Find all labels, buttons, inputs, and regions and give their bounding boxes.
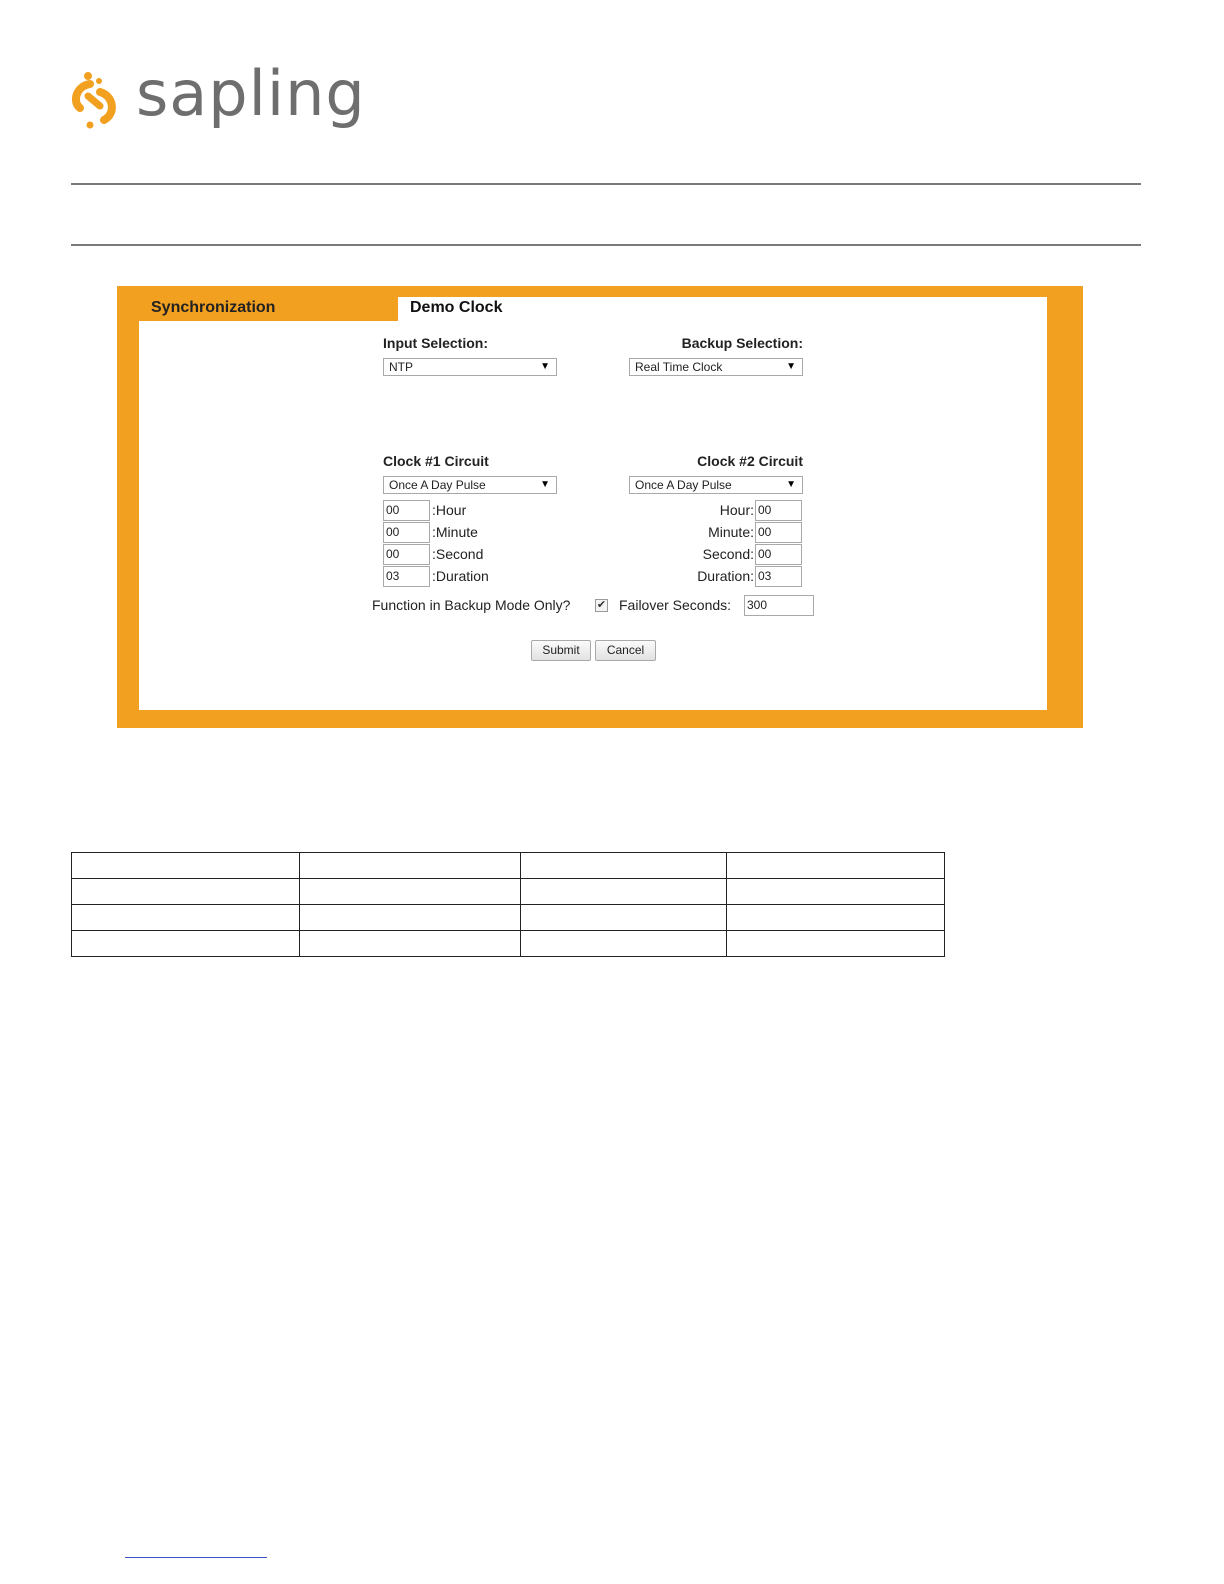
clock1-minute-input[interactable]: 00 [383, 522, 430, 543]
table-cell [72, 931, 300, 957]
input-selection-select[interactable] [383, 358, 557, 376]
backup-mode-label: Function in Backup Mode Only? [372, 597, 571, 613]
brand-name: sapling [136, 57, 366, 130]
table-cell [521, 879, 727, 905]
chevron-down-icon: ▼ [540, 479, 550, 490]
cancel-button[interactable]: Cancel [595, 640, 656, 661]
table-cell [300, 853, 521, 879]
table-cell [300, 879, 521, 905]
table-cell [727, 931, 945, 957]
settings-panel [139, 297, 1047, 710]
clock2-hour-label: Hour: [719, 502, 754, 518]
input-selection-value: NTP [389, 360, 413, 374]
table-row [72, 853, 945, 879]
input-selection-label: Input Selection: [383, 335, 488, 351]
backup-selection-select[interactable] [629, 358, 803, 376]
clock2-mode-value: Once A Day Pulse [635, 478, 732, 492]
clock2-duration-label: Duration: [697, 568, 754, 584]
clock2-second-label: Second: [702, 546, 754, 562]
empty-table [71, 852, 945, 957]
failover-seconds-input[interactable]: 300 [744, 595, 814, 616]
table-cell [521, 931, 727, 957]
table-cell [300, 931, 521, 957]
table-row [72, 905, 945, 931]
tab-synchronization[interactable]: Synchronization [139, 297, 398, 321]
clock1-mode-select[interactable] [383, 476, 557, 494]
clock2-minute-label: Minute: [708, 524, 754, 540]
footer-link-underline[interactable] [125, 1557, 267, 1558]
clock1-hour-input[interactable]: 00 [383, 500, 430, 521]
clock1-minute-label: :Minute [432, 524, 478, 540]
table-row [72, 879, 945, 905]
table-cell [72, 879, 300, 905]
backup-mode-checkbox[interactable] [595, 599, 608, 612]
chevron-down-icon: ▼ [786, 361, 796, 372]
clock1-duration-label: :Duration [432, 568, 489, 584]
header-divider-bottom [71, 244, 1141, 246]
clock1-second-input[interactable]: 00 [383, 544, 430, 565]
backup-selection-label: Backup Selection: [681, 335, 803, 351]
table-row [72, 931, 945, 957]
clock1-mode-value: Once A Day Pulse [389, 478, 486, 492]
failover-seconds-label: Failover Seconds: [619, 597, 732, 613]
table-cell [727, 879, 945, 905]
device-title: Demo Clock [410, 299, 503, 316]
table-cell [521, 905, 727, 931]
chevron-down-icon: ▼ [786, 479, 796, 490]
table-cell [300, 905, 521, 931]
clock2-circuit-title: Clock #2 Circuit [697, 453, 803, 469]
chevron-down-icon: ▼ [540, 361, 550, 372]
header-divider-top [71, 183, 1141, 185]
table-cell [727, 853, 945, 879]
table-cell [72, 905, 300, 931]
table-cell [727, 905, 945, 931]
clock1-duration-input[interactable]: 03 [383, 566, 430, 587]
sapling-logo [68, 57, 366, 132]
clock2-minute-input[interactable]: 00 [755, 522, 802, 543]
clock2-second-input[interactable]: 00 [755, 544, 802, 565]
clock2-duration-input[interactable]: 03 [755, 566, 802, 587]
clock1-second-label: :Second [432, 546, 484, 562]
checkmark-icon: ✔ [596, 599, 607, 611]
clock2-hour-input[interactable]: 00 [755, 500, 802, 521]
clock1-circuit-title: Clock #1 Circuit [383, 453, 489, 469]
table-cell [521, 853, 727, 879]
submit-button[interactable]: Submit [531, 640, 591, 661]
clock1-hour-label: :Hour [432, 502, 467, 518]
backup-selection-value: Real Time Clock [635, 360, 723, 374]
sapling-logo-icon [68, 70, 122, 130]
table-cell [72, 853, 300, 879]
clock2-mode-select[interactable] [629, 476, 803, 494]
